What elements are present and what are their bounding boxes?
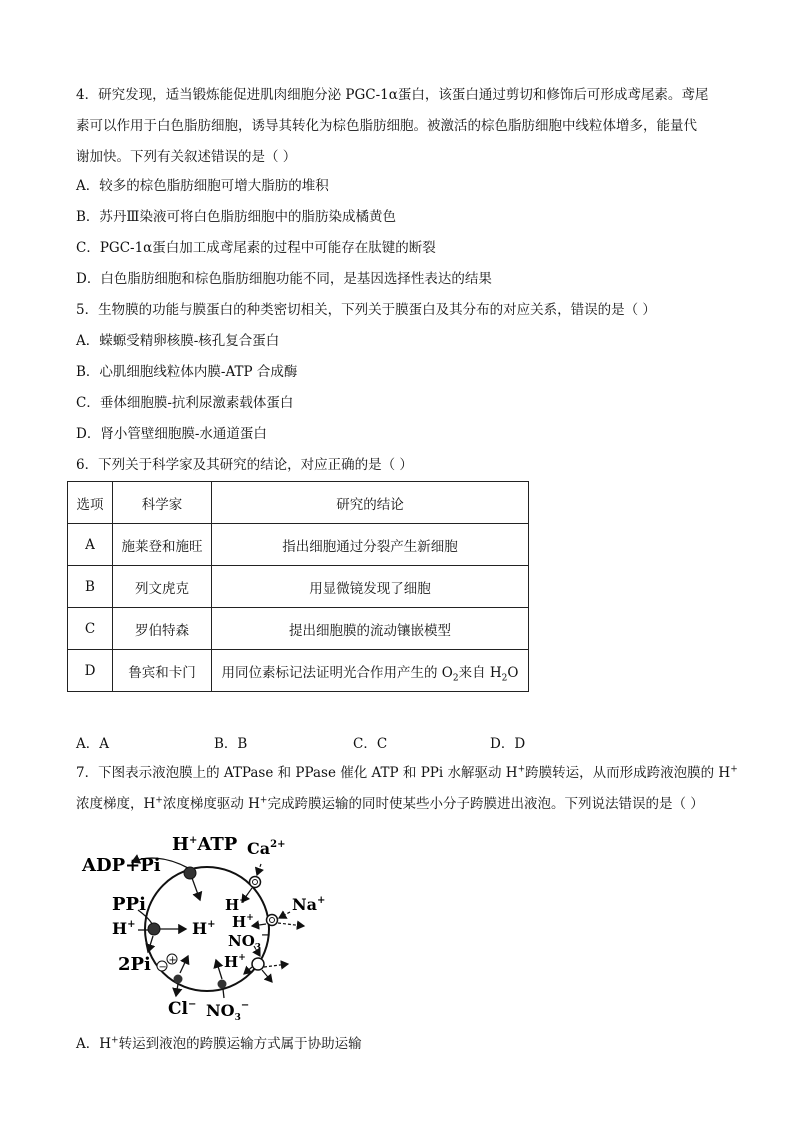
q7-l1-text-a: 7．下图表示液泡膜上的 ATPase 和 PPase 催化 ATP 和 PPi 水解驱动 H: [76, 765, 518, 781]
q6-option-b[interactable]: B．B: [214, 736, 248, 752]
label-ppi: PPi: [112, 894, 146, 915]
label-2pi: 2Pi: [118, 954, 151, 975]
q4-stem-line-2: 素可以作用于白色脂肪细胞，诱导其转化为棕色脂肪细胞。被激活的棕色脂肪细胞中线粒体增多，能量代: [76, 118, 697, 134]
na-antiporter: [267, 915, 278, 926]
header-conclusion: 研究的结论: [212, 482, 529, 524]
conclusion-text-post: O: [507, 664, 519, 681]
header-scientist: 科学家: [113, 482, 212, 524]
q7-l2-sup-a: +: [155, 795, 163, 806]
cell-option: A: [68, 524, 113, 566]
label-h-no3: H+: [224, 953, 246, 971]
conclusion-text-mid: 来自 H: [458, 664, 502, 681]
q7-l2-sup-b: +: [259, 795, 268, 806]
table-row: [68, 650, 529, 692]
plus-sign-text: +: [168, 955, 177, 966]
q7-l1-sup-b: +: [730, 764, 738, 775]
q7-l2-text-a: 浓度梯度，H: [76, 796, 156, 812]
label-na: Na+: [292, 895, 326, 914]
q6-option-c[interactable]: C．C: [353, 736, 388, 752]
no3-antiporter: [252, 958, 264, 970]
q6-option-a[interactable]: A．A: [76, 736, 109, 752]
cell-option: C: [68, 608, 113, 650]
table-row: [68, 524, 529, 566]
o2-subscript: 2: [452, 673, 459, 684]
q5-option-c[interactable]: C．垂体细胞膜-抗利尿激素载体蛋白: [76, 395, 294, 411]
arrow-na-in: [279, 912, 290, 918]
label-ca: $Ca^{2+}$: [247, 839, 286, 858]
q7-option-a[interactable]: [76, 1034, 362, 1054]
cell-scientist: 罗伯特森: [113, 608, 212, 650]
no3-channel: [218, 980, 227, 989]
arrow-no3-out-1: [264, 964, 288, 967]
q7-l1-sup-a: +: [517, 764, 526, 775]
q5-option-d[interactable]: D．肾小管壁细胞膜-水通道蛋白: [76, 426, 267, 442]
q4-option-c[interactable]: C．PGC-1α蛋白加工成鸢尾素的过程中可能存在肽键的断裂: [76, 240, 436, 256]
cell-conclusion: [212, 650, 529, 692]
arrow-h-in-top: [192, 878, 200, 900]
q7-a-sup: +: [111, 1035, 119, 1046]
label-h-center: H+: [192, 919, 216, 938]
label-h-atp: H+ATP: [172, 834, 238, 855]
question-7-stem-line-2: [76, 794, 704, 814]
cell-option: B: [68, 566, 113, 608]
arrow-ppase-to-2pi: [148, 936, 153, 952]
arrow-cl-in: [180, 956, 188, 973]
minus-sign-text: −: [158, 962, 167, 973]
atpase-protein: [184, 867, 196, 879]
ca-antiporter: [250, 877, 261, 888]
vacuole-membrane-diagram: [76, 826, 336, 1026]
question-5-stem: 5．生物膜的功能与膜蛋白的种类密切相关，下列关于膜蛋白及其分布的对应关系，错误的是（ ）: [76, 302, 656, 318]
q6-options: [76, 732, 636, 752]
question-7-stem-line-1: [76, 763, 738, 783]
arrow-cl-out: [176, 984, 178, 996]
cell-conclusion: 指出细胞通过分裂产生新细胞: [212, 524, 529, 566]
ppase-protein: [148, 923, 160, 935]
q6-option-d[interactable]: D．D: [490, 736, 526, 752]
cell-scientist: 施莱登和施旺: [113, 524, 212, 566]
question-6-stem: 6．下列关于科学家及其研究的结论，对应正确的是（ ）: [76, 457, 413, 473]
header-option: 选项: [68, 482, 113, 524]
label-h-ca: H+: [225, 896, 247, 914]
table-row: [68, 566, 529, 608]
label-cl: Cl−: [168, 999, 197, 1019]
q7-a-text-post: 转运到液泡的跨膜运输方式属于协助运输: [118, 1036, 362, 1052]
scientist-table: [67, 481, 529, 692]
label-h-na: H+: [232, 913, 254, 931]
label-adp-pi: ADP+Pi: [82, 855, 161, 876]
q5-option-b[interactable]: B．心肌细胞线粒体内膜-ATP 合成酶: [76, 364, 298, 380]
cell-conclusion: 用显微镜发现了细胞: [212, 566, 529, 608]
arrow-no3-out-2: [262, 970, 272, 982]
cell-conclusion: 提出细胞膜的流动镶嵌模型: [212, 608, 529, 650]
q4-stem-line-3: 谢加快。下列有关叙述错误的是（ ）: [76, 149, 297, 165]
q4-option-b[interactable]: B．苏丹Ⅲ染液可将白色脂肪细胞中的脂肪染成橘黄色: [76, 209, 396, 225]
cl-channel: [174, 975, 183, 984]
label-no3-inner: $NO_3^-$: [228, 930, 270, 953]
q7-l2-text-b: 浓度梯度驱动 H: [162, 796, 260, 812]
arrow-na-out: [278, 923, 304, 926]
q4-option-d[interactable]: D．白色脂肪细胞和棕色脂肪细胞功能不同，是基因选择性表达的结果: [76, 271, 492, 287]
label-h-left: H+: [112, 919, 136, 938]
label-no3-bottom: $NO_3^-$: [206, 1000, 250, 1023]
h2o-subscript: 2: [501, 673, 508, 684]
q7-l2-text-c: 完成跨膜运输的同时使某些小分子跨膜进出液泡。下列说法错误的是（ ）: [267, 796, 704, 812]
question-4-stem: [76, 80, 724, 173]
conclusion-text-pre: 用同位素标记法证明光合作用产生的 O: [221, 664, 453, 681]
cell-scientist: 列文虎克: [113, 566, 212, 608]
cell-scientist: 鲁宾和卡门: [113, 650, 212, 692]
table-row: [68, 608, 529, 650]
arrow-no3-channel-out: [223, 989, 224, 998]
q7-l1-text-b: 跨膜转运，从而形成跨液泡膜的 H: [525, 765, 731, 781]
q4-stem-line-1: 4．研究发现，适当锻炼能促进肌肉细胞分泌 PGC-1α蛋白，该蛋白通过剪切和修饰后可形成鸢尾素。鸢尾: [76, 87, 709, 103]
q5-option-a[interactable]: A．蝾螈受精卵核膜-核孔复合蛋白: [76, 333, 280, 349]
q7-a-text-pre: A．H: [76, 1036, 112, 1052]
arrow-ca-in: [257, 864, 261, 875]
q4-option-a[interactable]: A．较多的棕色脂肪细胞可增大脂肪的堆积: [76, 178, 329, 194]
arrow-no3-channel-in: [216, 960, 222, 979]
arrow-h-out-na: [252, 924, 266, 926]
cell-option: D: [68, 650, 113, 692]
table-header-row: [68, 482, 529, 524]
